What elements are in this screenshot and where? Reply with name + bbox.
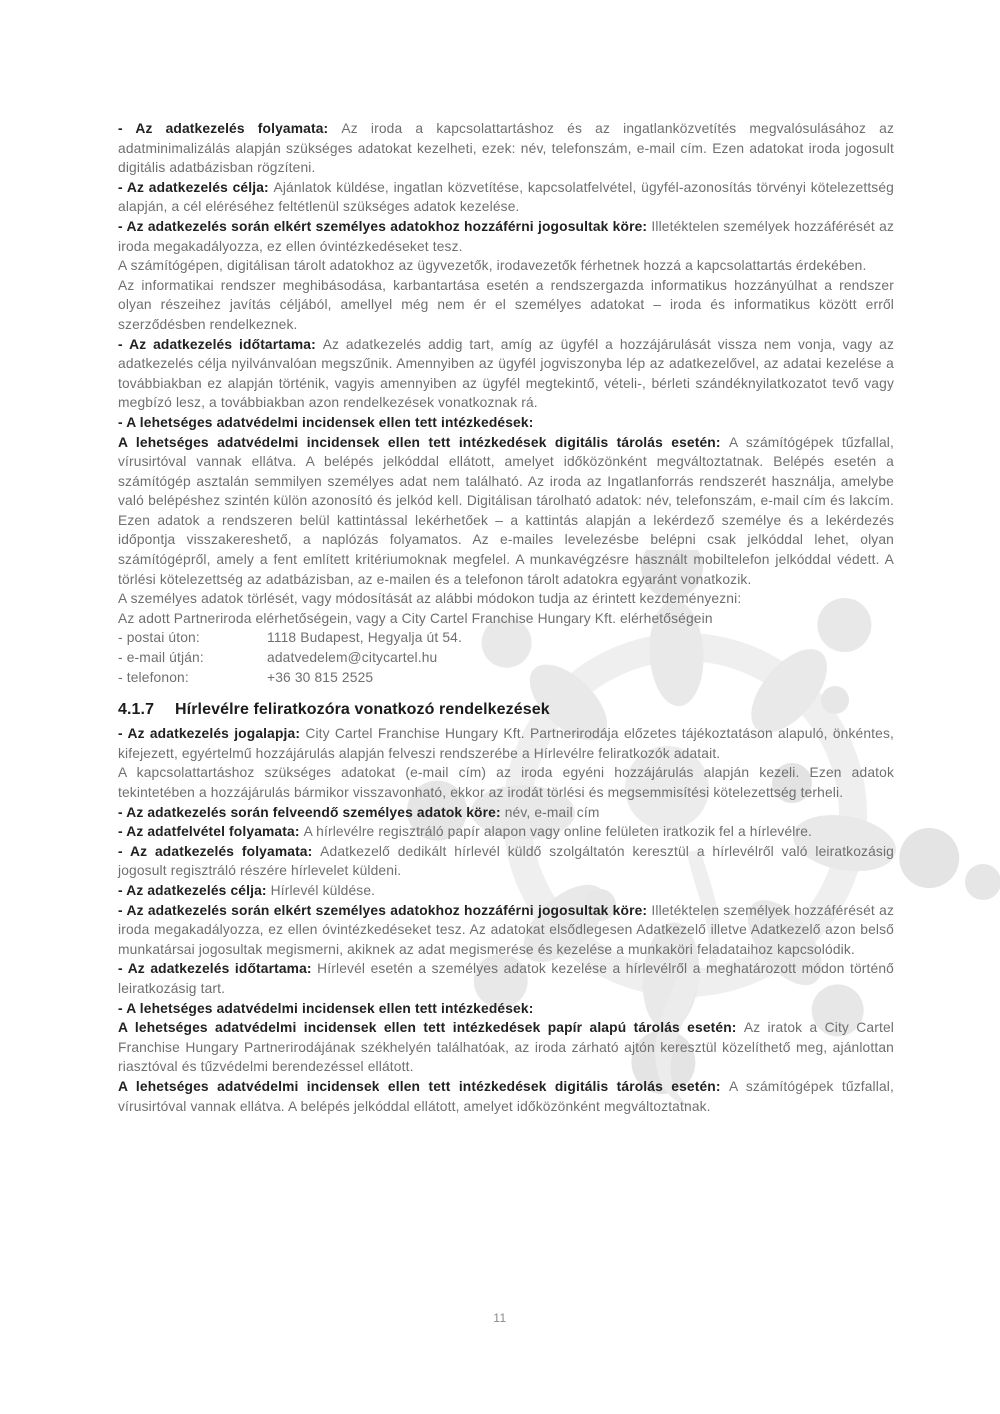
contact-row xyxy=(118,668,894,688)
paragraph: A lehetséges adatvédelmi incidensek ellen tett intézkedések papír alapú tárolás esetén: Az iratok a City Cartel Franchise Hungary Partnerirodájának székhelyén találhatóak, az iroda zárható ajtón keresztül közelíthető meg, ajánlottan riasztóval és tűzvédelmi berendezéssel ellátott. xyxy=(118,1020,894,1075)
paragraph: - Az adatkezelés folyamata: Adatkezelő dedikált hírlevél küldő szolgáltatón keresztül a hírlevélről való leiratkozásig jogosult regisztráló részére hírlevelet küldeni. xyxy=(118,843,895,879)
contact-row xyxy=(118,648,894,668)
paragraph: - Az adatkezelés időtartama: Hírlevél esetén a személyes adatok kezelése a hírlevélről a meghatározott módon történő leiratkozásig tart. xyxy=(118,961,894,996)
contact-value: +36 30 815 2525 xyxy=(267,669,374,685)
paragraph: - A lehetséges adatvédelmi incidensek ellen tett intézkedések: xyxy=(118,414,534,430)
contact-label: - postai úton: xyxy=(118,630,200,646)
paragraph: - Az adatkezelés célja: Ajánlatok küldése, ingatlan közvetítése, kapcsolatfelvétel, ügyfél-azonosítás törvényi kötelezettség alapján, a cél eléréséhez feltétlenül szükséges adatok kezelése. xyxy=(118,179,894,215)
paragraph: - Az adatkezelés során elkért személyes adatokhoz hozzáférni jogosultak köre: Illetéktelen személyek hozzáférését az iroda megakadályozza, ez ellen óvintézkedéseket tesz. xyxy=(118,218,894,254)
paragraph: - Az adatkezelés célja: Hírlevél küldése. xyxy=(118,882,376,898)
paragraph: - Az adatkezelés folyamata: Az iroda a kapcsolattartáshoz és az ingatlanközvetítés megvalósulásához az adatminimalizálás alapján szükséges adatokat kezelheti, ezek: név, telefonszám, e-mail cím. Ezen adatokat iroda jogosult digitális adatbázisban rögzíteni. xyxy=(118,121,894,176)
contact-row xyxy=(118,628,894,648)
paragraph: - Az adatfelvétel folyamata: A hírlevélre regisztráló papír alapon vagy online felületen iratkozik fel a hírlevélre. xyxy=(118,824,813,840)
paragraph: A személyes adatok törlését, vagy módosítását az alábbi módokon tudja az érintett kezdeményezni: xyxy=(118,591,742,607)
page-number: 11 xyxy=(493,1311,507,1325)
paragraph: A lehetséges adatvédelmi incidensek ellen tett intézkedések digitális tárolás esetén: A számítógépek tűzfallal, vírusirtóval vannak ellátva. A belépés jelkóddal ellátott, amelyet időközönként megváltoztatnak. xyxy=(118,1078,894,1114)
paragraph: - Az adatkezelés során felveendő személyes adatok köre: név, e-mail cím xyxy=(118,804,600,820)
paragraph: A lehetséges adatvédelmi incidensek ellen tett intézkedések digitális tárolás esetén: A számítógépek tűzfallal, vírusirtóval vannak ellátva. A belépés jelkóddal ellátott, amelyet időközönként megváltoztatnak. Belépés esetén a számítógép asztalán semmilyen személyes adat nem található. Az iroda az Ingatlanforrás rendszerét használja, amelybe való belépéshez szintén külön azonosító és jelkód kell. Digitálisan tárolható adatok: név, telefonszám, e-mail cím és lakcím. Ezen adatok a rendszeren belül kattintással lekérhetőek – a kattintás alapján a lekérdező személye és a lekérdezés időpontja visszakereshető, a naplózás folyamatos. Az e-mailes levelezésbe belépni csak jelkóddal lehet, olyan számítógépről, amely a fent említett kritériumoknak megfelel. A munkavégzésre használt mobiltelefon jelkóddal védett. A törlési kötelezettség az adatbázisban, az e-mailen és a telefonon tárolt adatokra egyaránt vonatkozik. xyxy=(118,434,894,587)
contact-value: adatvedelem@citycartel.hu xyxy=(267,650,438,666)
paragraph: - A lehetséges adatvédelmi incidensek ellen tett intézkedések: xyxy=(118,1000,534,1016)
paragraph: - Az adatkezelés során elkért személyes adatokhoz hozzáférni jogosultak köre: Illetéktelen személyek hozzáférését az iroda megakadályozza, ez ellen óvintézkedéseket tesz. Az adatokat elsődlegesen Adatkezelő illetve Adatkezelő azon belső munkatársai jogosultak megismerni, akiknek az adat megismerése és kezelése a munkaköri feladataihoz kapcsolódik. xyxy=(118,902,894,957)
document-body xyxy=(118,119,894,1116)
paragraph: A kapcsolattartáshoz szükséges adatokat (e-mail cím) az iroda egyéni hozzájárulás alapján kezeli. Ezen adatok tekintetében a hozzájárulás bármikor visszavonható, ekkor az irodát törlési és megsemmisítési kötelezettség terheli. xyxy=(118,765,894,800)
paragraph: Az adott Partneriroda elérhetőségein, vagy a City Cartel Franchise Hungary Kft. elérhetőségein xyxy=(118,610,713,626)
contact-label: - e-mail útján: xyxy=(118,650,204,666)
contact-label: - telefonon: xyxy=(118,669,189,685)
paragraph: Az informatikai rendszer meghibásodása, karbantartása esetén a rendszergazda informatikus hozzányúlhat a rendszer olyan részeihez javítás céljából, amellyel még nem ér el személyes adatokat – iroda és informatikus között erről szerződésben rendelkeznek. xyxy=(118,277,894,332)
paragraph: A számítógépen, digitálisan tárolt adatokhoz az ügyvezetők, irodavezetők férhetnek hozzá a kapcsolattartás érdekében. xyxy=(118,258,867,274)
section-number: 4.1.7 xyxy=(118,701,155,719)
paragraph: - Az adatkezelés jogalapja: City Cartel Franchise Hungary Kft. Partnerirodája előzetes tájékoztatáson alapuló, önkéntes, kifejezett, egyértelmű hozzájárulás alapján felveszi rendszerébe a Hírlevélre feliratkozók adatait. xyxy=(118,726,894,761)
section-title: Hírlevélre feliratkozóra vonatkozó rendelkezések xyxy=(175,701,550,719)
section-heading xyxy=(118,700,894,719)
contact-value: 1118 Budapest, Hegyalja út 54. xyxy=(267,630,462,646)
paragraph: - Az adatkezelés időtartama: Az adatkezelés addig tart, amíg az ügyfél a hozzájárulását vissza nem vonja, vagy az adatkezelés célja nyilvánvalóan megszűnik. Amennyiben az ügyfél jogviszonyba lép az adatkezelővel, az adatai kezelése a továbbiakban ez alapján történik, vagyis amennyiben az ügyfél megtekintő, vételi-, bérleti szándéknyilatkozatot tevő vagy megbízó lesz, a továbbiakban azon rendelkezések vonatkoznak rá. xyxy=(118,336,894,411)
